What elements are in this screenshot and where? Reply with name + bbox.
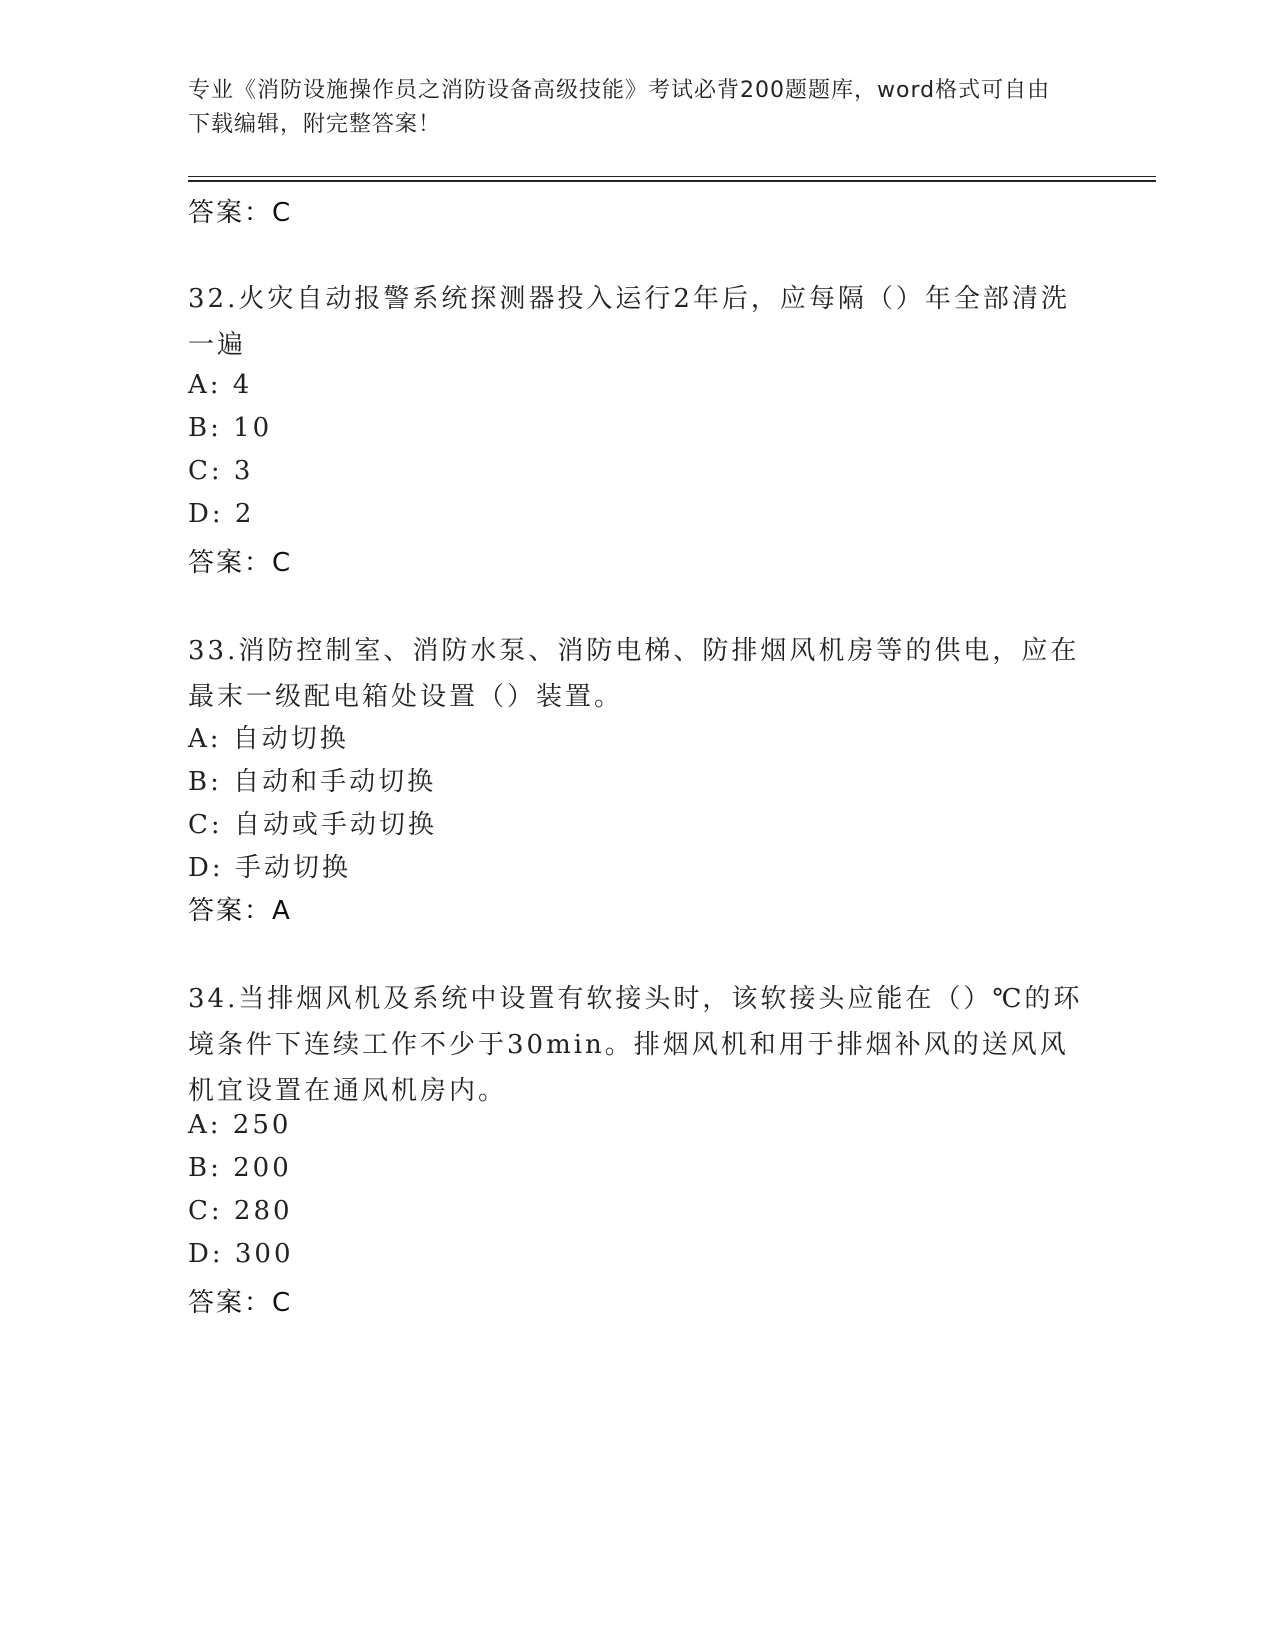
option-a: A: 自动切换	[188, 724, 349, 754]
option-a: A: 250	[188, 1110, 292, 1140]
question-stem: 33.消防控制室、消防水泵、消防电梯、防排烟风机房等的供电，应在最末一级配电箱处设置（）装置。	[188, 636, 1080, 712]
option-a: A: 4	[188, 370, 253, 400]
option-d: D: 2	[188, 499, 255, 529]
question-stem: 32.火灾自动报警系统探测器投入运行2年后，应每隔（）年全部清洗一遍	[188, 284, 1070, 360]
document-header: 专业《消防设施操作员之消防设备高级技能》考试必背200题题库，word格式可自由下载编辑，附完整答案！	[188, 78, 1051, 137]
option-d: D: 300	[188, 1239, 294, 1269]
answer-line: 答案：A	[188, 896, 292, 926]
answer-line: 答案：C	[188, 198, 293, 228]
answer-line: 答案：C	[188, 1288, 293, 1318]
header-rule-thin	[188, 176, 1156, 177]
option-b: B: 10	[188, 413, 273, 443]
header-rule-thick	[188, 180, 1156, 182]
option-c: C: 3	[188, 456, 254, 486]
option-d: D: 手动切换	[188, 853, 351, 883]
option-b: B: 200	[188, 1153, 292, 1183]
question-stem: 34.当排烟风机及系统中设置有软接头时，该软接头应能在（）℃的环境条件下连续工作不少于30min。排烟风机和用于排烟补风的送风风机宜设置在通风机房内。	[188, 984, 1083, 1106]
option-c: C: 280	[188, 1196, 293, 1226]
option-c: C: 自动或手动切换	[188, 810, 437, 840]
option-b: B: 自动和手动切换	[188, 767, 437, 797]
answer-line: 答案：C	[188, 548, 293, 578]
